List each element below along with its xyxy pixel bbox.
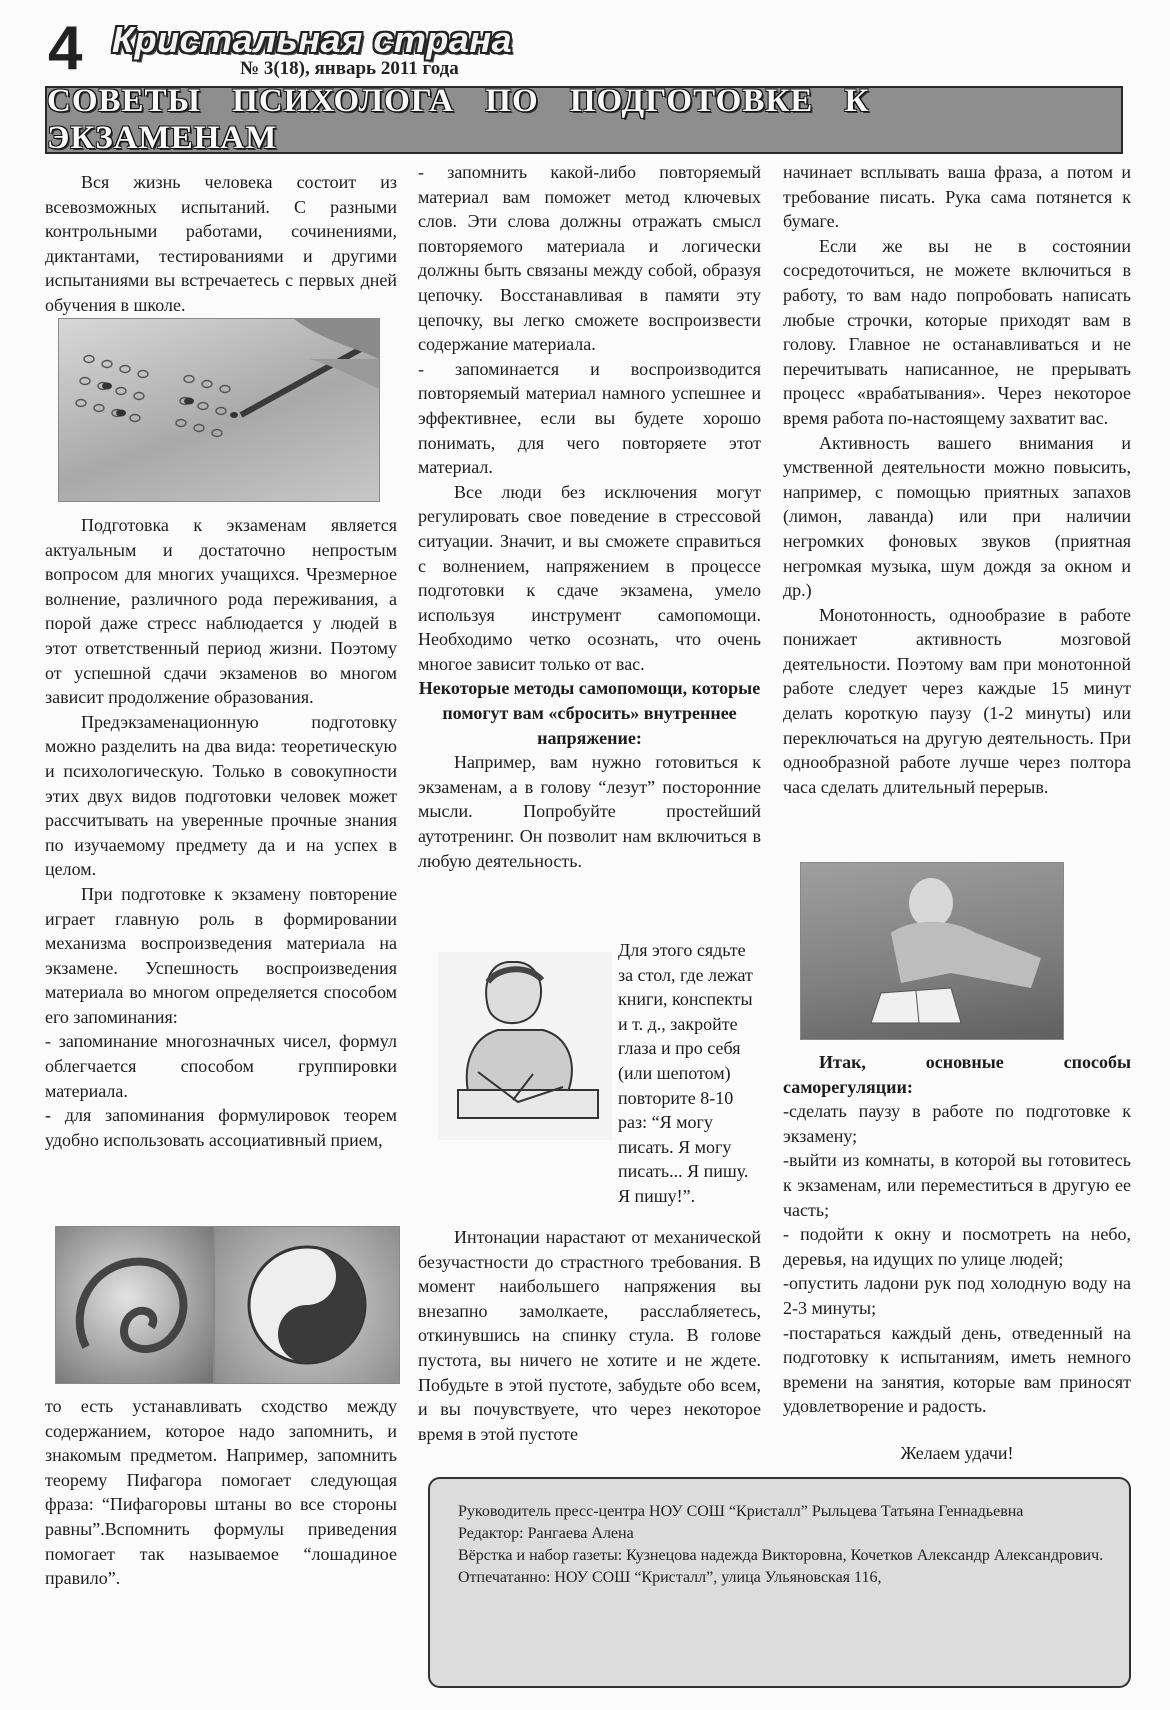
column-1-top bbox=[45, 170, 397, 318]
bullet-numbers: - запоминание многозначных чисел, формул облегчается способом группировки материала. bbox=[45, 1031, 397, 1101]
bullet-theorems: - для запоминания формулировок теорем удобно использовать ассоциативный прием, bbox=[45, 1105, 397, 1150]
column-1-bottom bbox=[45, 1394, 397, 1591]
paragraph-regulate: Все люди без исключения могут регулировать свое поведение в стрессовой ситуации. Значит, и вы сможете справиться с волнением, напряжением в процессе подготовки к сдаче экзамена, умело используя инструмент самопомощи. Необходимо четко осознать, что очень многое зависит только от вас. bbox=[418, 481, 761, 674]
credits-box bbox=[428, 1477, 1131, 1688]
yin-yang-photo bbox=[214, 1226, 400, 1384]
paragraph-continue: начинает всплывать ваша фраза, а потом и требование писать. Рука сама потянется к бумаге. bbox=[783, 162, 1131, 232]
boy-writing-illustration bbox=[438, 952, 612, 1140]
ways-item-4: -опустить ладони рук под холодную воду на 2-3 минуты; bbox=[783, 1273, 1131, 1318]
bullet-keywords: - запомнить какой-либо повторяемый материал вам поможет метод ключевых слов. Эти слова должны отражать смысл повторяемого материала и логически должны быть связаны между собой, образуя цепочку. Восстанавливая в памяти эту цепочку, вы легко сможете воспроизвести содержание материала. bbox=[418, 162, 761, 355]
paragraph-autotraining: Для этого сядьте за стол, где лежат книги, конспекты и т. д., закройте глаза и про себя (или шепотом) повторите 8-10 раз: “Я могу писать. Я могу писать... Я пишу. Я пишу!”. bbox=[618, 940, 753, 1206]
autotraining-text bbox=[618, 938, 764, 1209]
answer-sheet-illustration bbox=[59, 319, 379, 501]
ways-item-2: -выйти из комнаты, в которой вы готовитесь к экзаменам, или переместиться в другую ее часть; bbox=[783, 1150, 1131, 1220]
girl-reading-photo bbox=[800, 862, 1064, 1040]
ways-item-3: - подойти к окну и посмотреть на небо, деревья, на идущих по улице людей; bbox=[783, 1224, 1131, 1269]
closing-wish: Желаем удачи! bbox=[900, 1442, 1014, 1463]
girl-reading-illustration bbox=[801, 863, 1063, 1039]
shell-photo bbox=[55, 1226, 214, 1384]
credits-text bbox=[458, 1501, 1108, 1589]
column-1-body bbox=[45, 513, 397, 1152]
article-banner bbox=[45, 83, 1123, 156]
column-3-bottom bbox=[783, 1050, 1131, 1466]
credits-printed: Отпечатанно: НОУ СОШ “Кристалл”, улица Ульяновская 116, bbox=[458, 1569, 882, 1586]
masthead-title: Кристальная страна bbox=[112, 19, 513, 60]
column-2-bottom bbox=[418, 1225, 761, 1446]
paragraph-association: то есть устанавливать сходство между содержанием, которое надо запомнить, и знакомым предметом. Например, запомнить теорему Пифагора помогает следующая фраза: “Пифагоровы штаны во все стороны равны”.Вспомнить формулы приведения помогает так называемое “лошадиное правило”. bbox=[45, 1396, 397, 1589]
page-number: 4 bbox=[48, 14, 83, 83]
paragraph-intonation: Интонации нарастают от механической безучастности до страстного требования. В момент наибольшего напряжения вы внезапно замолкаете, расслабляетесь, откинувшись на спинку стула. В голове пустота, вы ничего не хотите и не ждете. Побудьте в этой пустоте, забудьте обо всем, и вы почувствуете, что через некоторое время в этой пустоте bbox=[418, 1227, 761, 1444]
heading-ways: Итак, основные способы саморегуляции: bbox=[783, 1052, 1131, 1097]
ways-item-1: -сделать паузу в работе по подготовке к экзамену; bbox=[783, 1101, 1131, 1146]
paragraph-example: Например, вам нужно готовиться к экзаменам, а в голову “лезут” посторонние мысли. Попробуйте простейший аутотренинг. Он позволит нам включиться в любую деятельность. bbox=[418, 752, 761, 871]
credits-layout: Вёрстка и набор газеты: Кузнецова надежда Викторовна, Кочетков Александр Александрович. bbox=[458, 1547, 1104, 1564]
column-2-top bbox=[418, 160, 761, 873]
yin-yang-icon bbox=[215, 1227, 399, 1383]
paragraph-attention: Активность вашего внимания и умственной деятельности можно повысить, например, с помощью приятных запахов (лимон, лаванда) или при наличии негромких фоновых звуков (приятная негромкая музыка, шум дождя за окном и др.) bbox=[783, 432, 1131, 601]
credits-head: Руководитель пресс-центра НОУ СОШ “Кристалл” Рыльцева Татьяна Геннадьевна bbox=[458, 1503, 1024, 1520]
issue-info: № 3(18), январь 2011 года bbox=[240, 58, 459, 79]
credits-editor: Редактор: Рангаева Алена bbox=[458, 1525, 634, 1542]
paragraph-monotony: Монотонность, однообразие в работе понижает активность мозговой деятельности. Поэтому вам при монотонной работе следует через каждые 15 минут делать короткую паузу (1-2 минуты) или переключаться на другую деятельность. При однообразной работе лучше через полтора часа сделать длительный перерыв. bbox=[783, 604, 1131, 797]
column-3-top bbox=[783, 160, 1131, 799]
paragraph-repetition: При подготовке к экзамену повторение играет главную роль в формировании механизма воспроизведения материала на экзамене. Успешность воспроизведения материала во многом определяется способом его запоминания: bbox=[45, 883, 397, 1027]
heading-methods: Некоторые методы самопомощи, которые помогут вам «сбросить» внутреннее напряжение: bbox=[418, 678, 761, 748]
boy-drawing bbox=[438, 952, 612, 1140]
article-title: СОВЕТЫ ПСИХОЛОГА ПО ПОДГОТОВКЕ К ЭКЗАМЕНАМ bbox=[47, 83, 870, 156]
answer-sheet-photo bbox=[58, 318, 380, 502]
paragraph-types: Предэкзаменационную подготовку можно разделить на два вида: теоретическую и психологическую. Только в совокупности этих двух видов подготовки человек может рассчитывать на уверенные прочные знания по изучаемому предмету да и на успех в целом. bbox=[45, 711, 397, 880]
bullet-understanding: - запоминается и воспроизводится повторяемый материал намного успешнее и эффективнее, если вы будете хорошо понимать, для чего повторяете этот материал. bbox=[418, 358, 761, 478]
paragraph-intro: Вся жизнь человека состоит из всевозможных испытаний. С разными контрольными работами, сочинениями, диктантами, тестированиями и другими испытаниями вы встречаетесь с первых дней обучения в школе. bbox=[45, 172, 397, 315]
paragraph-relevance: Подготовка к экзаменам является актуальным и достаточно непростым вопросом для многих учащихся. Чрезмерное волнение, различного рода переживания, а порой даже стресс наблюдается у людей в этот ответственный период жизни. Поэтому от успешной сдачи экзаменов во многом зависит продолжение образования. bbox=[45, 515, 397, 708]
ways-item-5: -постараться каждый день, отведенный на подготовку к испытаниям, иметь немного времени на занятия, которые вам приносят удовлетворение и радость. bbox=[783, 1322, 1131, 1417]
paragraph-focus: Если же вы не в состоянии сосредоточиться, не можете включиться в работу, то вам надо попробовать написать любые строчки, которые приходят вам в голову. Главное не останавливаться и не перечитывать написанное, не прерывать процесс «врабатывания». Через некоторое время работа по-настоящему захватит вас. bbox=[783, 235, 1131, 428]
shell-illustration bbox=[56, 1227, 213, 1383]
